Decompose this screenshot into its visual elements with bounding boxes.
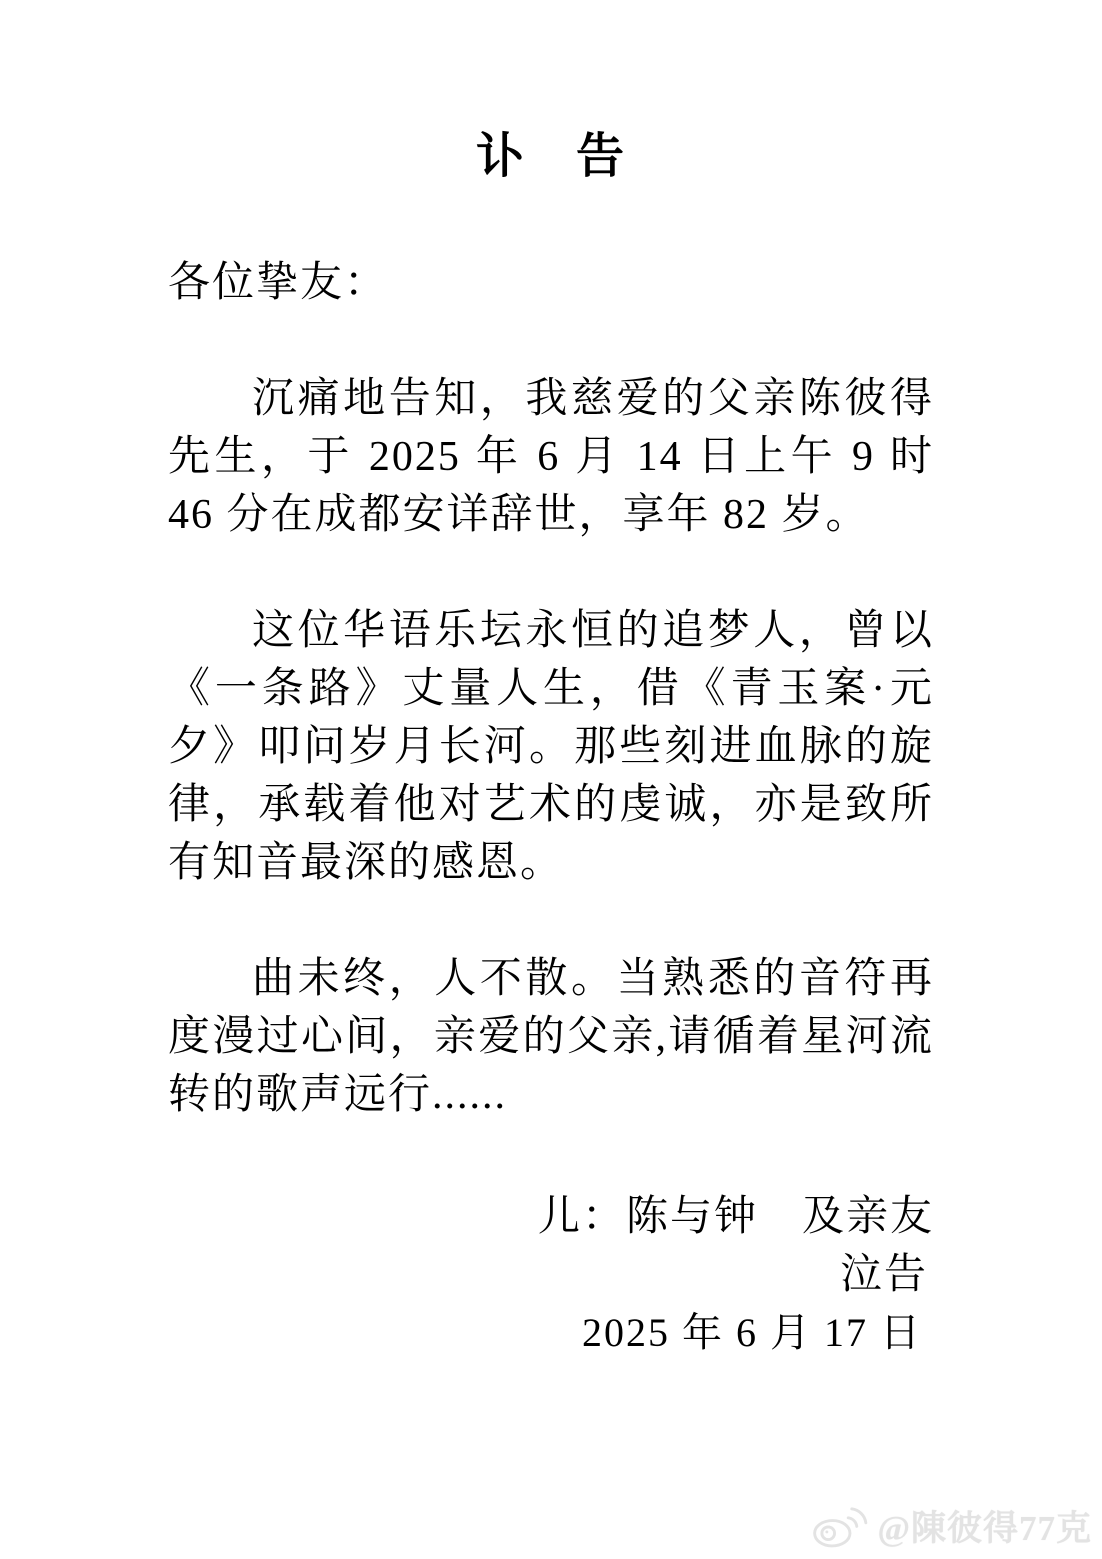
paragraph-life-tribute: 这位华语乐坛永恒的追梦人，曾以《一条路》丈量人生，借《青玉案·元夕》叩问岁月长河。那些刻进血脉的旋律，承载着他对艺术的虔诚，亦是致所有知音最深的感恩。 xyxy=(168,608,934,886)
watermark-username: @陳彼得77克 xyxy=(877,1509,1092,1548)
page-title: 讣 告 xyxy=(475,130,626,183)
signature-date: 2025 年 6 月 17 日 xyxy=(582,1310,922,1355)
weibo-watermark xyxy=(811,1501,1092,1551)
paragraph-death-announcement: 沉痛地告知，我慈爱的父亲陈彼得先生，于 2025 年 6 月 14 日上午 9 时 46 分在成都安详辞世，享年 82 岁。 xyxy=(168,376,934,538)
paragraph-farewell: 曲未终，人不散。当熟悉的音符再度漫过心间，亲爱的父亲,请循着星河流转的歌声远行...... xyxy=(168,956,934,1118)
signature-mourners: 儿：陈与钟 及亲友 xyxy=(537,1194,934,1240)
signature-weeping-notice: 泣告 xyxy=(839,1252,928,1298)
weibo-icon xyxy=(811,1502,869,1550)
signature-block xyxy=(168,1188,934,1362)
salutation: 各位挚友： xyxy=(168,260,389,306)
